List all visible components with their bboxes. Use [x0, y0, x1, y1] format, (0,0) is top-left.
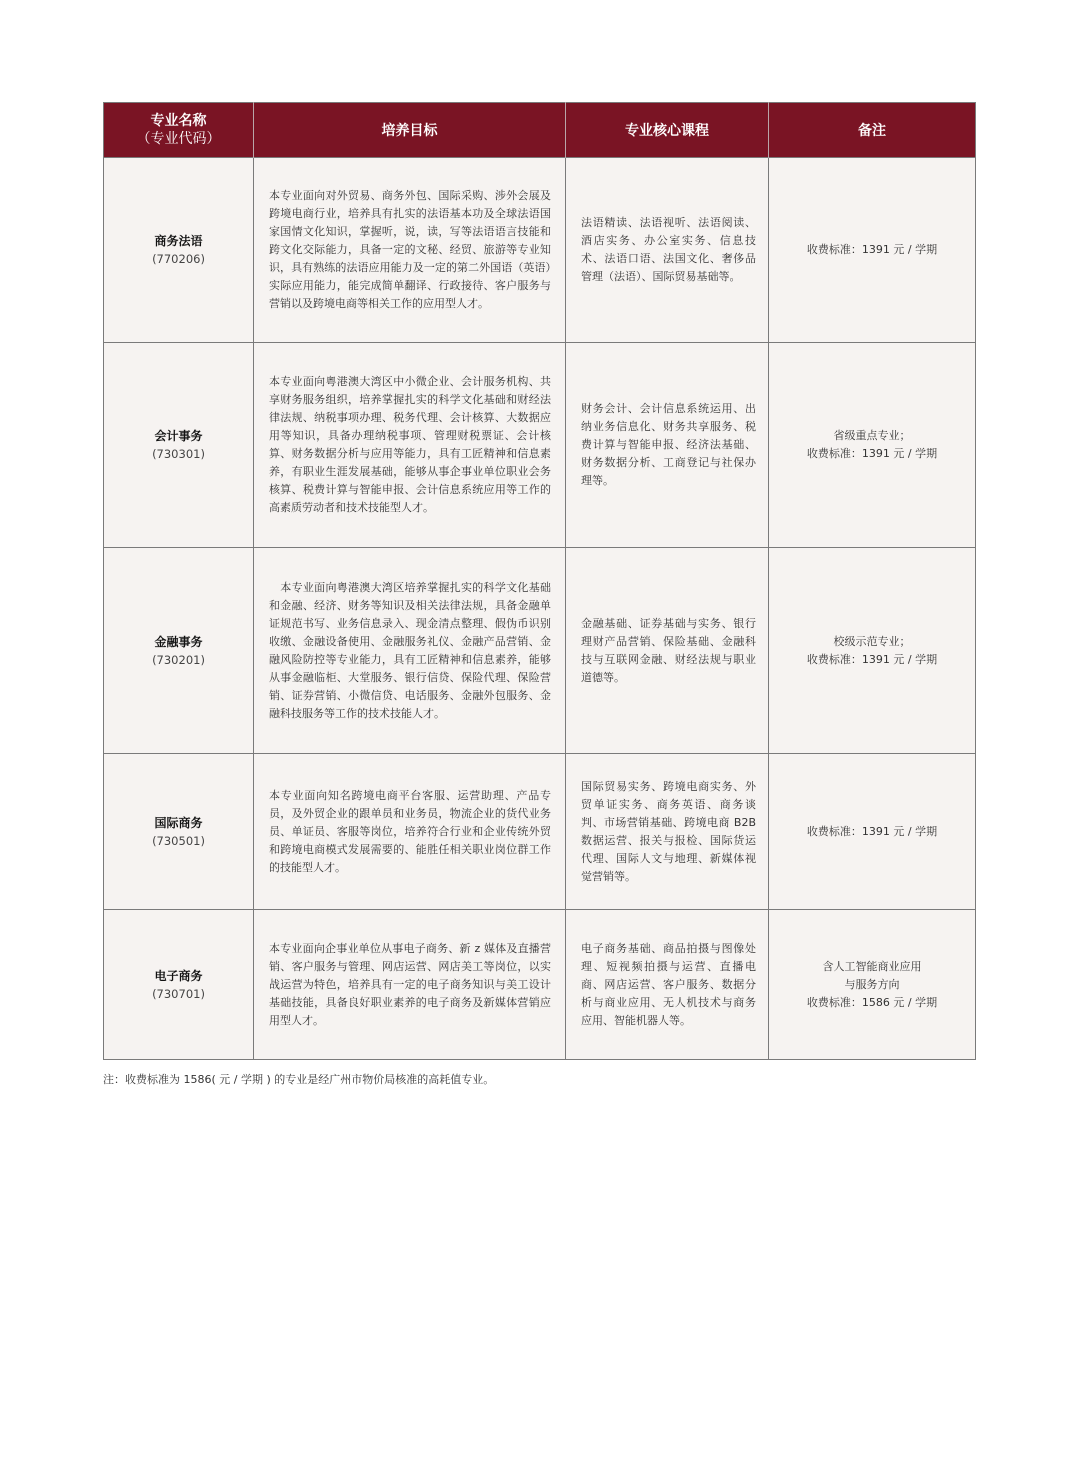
training-goal: 本专业面向对外贸易、商务外包、国际采购、涉外会展及跨境电商行业，培养具有扎实的法语基本功及全球法语国家国情文化知识，掌握听，说，读，写等法语语言技能和跨文化交际能力，具备一定的文秘、经贸、旅游等专业知识，具有熟练的法语应用能力及一定的第二外国语（英语）实际应用能力，能完成简单翻译、行政接待、客户服务与营销以及跨境电商等相关工作的应用型人才。 [254, 158, 566, 343]
header-notes: 备注 [769, 103, 976, 158]
note-line: 收费标准：1586 元 / 学期 [806, 995, 938, 1009]
major-name: 国际商务 [154, 815, 203, 830]
core-courses: 财务会计、会计信息系统运用、出纳业务信息化、财务共享服务、税费计算与智能申报、经济法基础、财务数据分析、工商登记与社保办理等。 [566, 343, 769, 548]
training-goal: 本专业面向知名跨境电商平台客服、运营助理、产品专员，及外贸企业的跟单员和业务员，物流企业的货代业务员、单证员、客服等岗位，培养符合行业和企业传统外贸和跨境电商模式发展需要的、能胜任相关职业岗位群工作的技能型人才。 [254, 754, 566, 910]
header-training-goal: 培养目标 [254, 103, 566, 158]
note-line: 省级重点专业； [833, 429, 911, 442]
notes-cell [769, 910, 976, 1060]
major-name: 电子商务 [154, 968, 203, 983]
major-code: (730701) [152, 986, 205, 1001]
major-name: 会计事务 [154, 429, 203, 443]
footnote: 注：收费标准为 1586( 元 / 学期 ) 的专业是经广州市物价局核准的高耗值专业。 [103, 1073, 495, 1086]
major-cell [104, 158, 254, 343]
major-cell [104, 548, 254, 754]
header-code-label: （专业代码） [136, 131, 221, 147]
table-row [104, 343, 976, 548]
major-cell [104, 910, 254, 1060]
note-line: 收费标准：1391 元 / 学期 [806, 447, 938, 460]
notes-cell [769, 158, 976, 343]
header-core-courses: 专业核心课程 [566, 103, 769, 158]
core-courses: 电子商务基础、商品拍摄与图像处理、短视频拍摄与运营、直播电商、网店运营、客户服务、数据分析与商业应用、无人机技术与商务应用、智能机器人等。 [566, 910, 769, 1060]
header-name-label: 专业名称 [150, 113, 207, 129]
note-line: 收费标准：1391 元 / 学期 [806, 243, 938, 256]
majors-table-container [103, 102, 975, 1060]
header-major-name [104, 103, 254, 158]
major-cell [104, 754, 254, 910]
table-row [104, 910, 976, 1060]
major-code: (730301) [152, 447, 205, 461]
note-line: 校级示范专业； [833, 634, 911, 648]
note-line: 收费标准：1391 元 / 学期 [806, 824, 938, 838]
note-line: 含人工智能商业应用 [822, 959, 922, 973]
major-name: 金融事务 [154, 634, 203, 649]
major-code: (730201) [152, 652, 205, 667]
majors-table [103, 102, 976, 1060]
note-line: 收费标准：1391 元 / 学期 [806, 652, 938, 666]
training-goal: 本专业面向粤港澳大湾区中小微企业、会计服务机构、共享财务服务组织，培养掌握扎实的科学文化基础和财经法律法规、纳税事项办理、税务代理、会计核算、大数据应用等知识，具备办理纳税事项、管理财税票证、会计核算、财务数据分析与应用等能力，具有工匠精神和信息素养，有职业生涯发展基础，能够从事企事业单位职业会务核算、税费计算与智能申报、会计信息系统应用等工作的高素质劳动者和技术技能型人才。 [254, 343, 566, 548]
notes-cell [769, 343, 976, 548]
table-row [104, 754, 976, 910]
major-cell [104, 343, 254, 548]
major-code: (730501) [152, 833, 205, 848]
note-line: 与服务方向 [844, 977, 900, 991]
major-code: (770206) [152, 252, 205, 266]
table-row [104, 158, 976, 343]
training-goal: 本专业面向企事业单位从事电子商务、新 z 媒体及直播营销、客户服务与管理、网店运营、网店美工等岗位，以实战运营为特色，培养具有一定的电子商务知识与美工设计基础技能，具备良好职业素养的电子商务及新媒体营销应用型人才。 [254, 910, 566, 1060]
table-row [104, 548, 976, 754]
core-courses: 国际贸易实务、跨境电商实务、外贸单证实务、商务英语、商务谈判、市场营销基础、跨境电商 B2B 数据运营、报关与报检、国际货运代理、国际人文与地理、新媒体视觉营销等。 [566, 754, 769, 910]
training-goal: 本专业面向粤港澳大湾区培养掌握扎实的科学文化基础和金融、经济、财务等知识及相关法律法规，具备金融单证规范书写、业务信息录入、现金清点整理、假伪币识别收缴、金融设备使用、金融服务礼仪、金融产品营销、金融风险防控等专业能力，具有工匠精神和信息素养，能够从事金融临柜、大堂服务、银行信贷、保险代理、保险营销、证券营销、小微信贷、电话服务、金融外包服务、金融科技服务等工作的技术技能人才。 [254, 548, 566, 754]
core-courses: 法语精读、法语视听、法语阅读、酒店实务、办公室实务、信息技术、法语口语、法国文化、奢侈品管理（法语）、国际贸易基础等。 [566, 158, 769, 343]
notes-cell [769, 754, 976, 910]
major-name: 商务法语 [154, 234, 203, 248]
table-header-row [104, 103, 976, 158]
notes-cell [769, 548, 976, 754]
core-courses: 金融基础、证券基础与实务、银行理财产品营销、保险基础、金融科技与互联网金融、财经法规与职业道德等。 [566, 548, 769, 754]
